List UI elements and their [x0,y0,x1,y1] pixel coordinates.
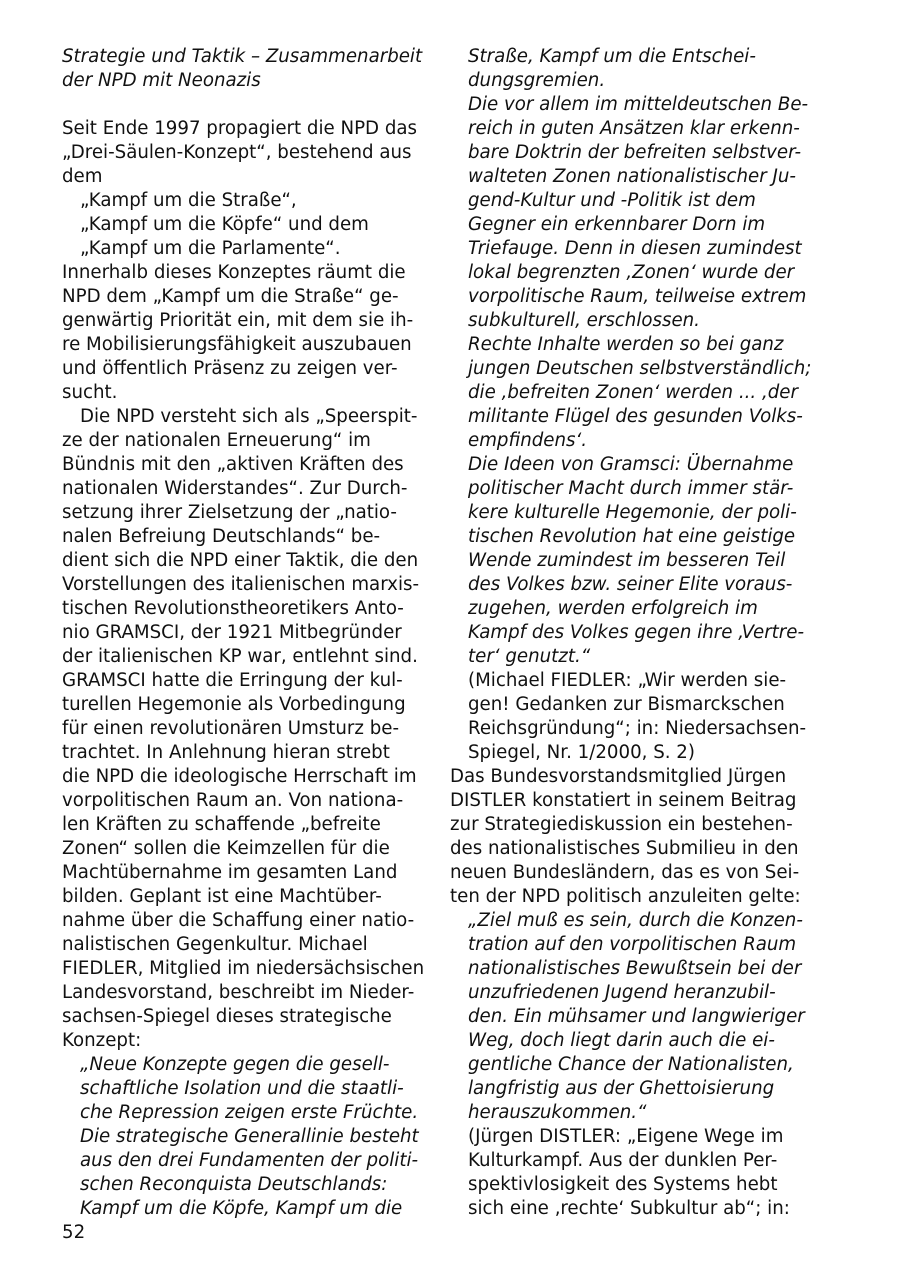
text-line: tration auf den vorpolitischen Raum [468,934,797,955]
text-line: Spiegel, Nr. 1/2000, S. 2) [468,742,695,763]
text-line: tischen Revolutionstheoretikers Anto- [62,598,404,619]
text-line: Straße, Kampf um die Entschei- [468,46,756,67]
text-line: des nationalistisches Submilieu in den [450,838,799,859]
text-line: die NPD die ideologische Herrschaft im [62,766,417,787]
text-line: Landesvorstand, beschreibt im Nieder- [62,982,415,1003]
text-line: trachtet. In Anlehnung hieran strebt [62,742,390,763]
text-line: militante Flügel des gesunden Volks- [468,406,803,427]
text-line: GRAMSCI hatte die Erringung der kul- [62,670,403,691]
text-line: nio GRAMSCI, der 1921 Mitbegründer [62,622,402,643]
text-line: „Kampf um die Parlamente“. [80,238,341,259]
text-line: zugehen, werden erfolgreich im [468,598,758,619]
text-line: nationalistisches Bewußtsein bei der [468,958,802,979]
text-line: Kampf des Volkes gegen ihre ‚Vertre- [468,622,805,643]
text-line: und öffentlich Präsenz zu zeigen ver- [62,358,398,379]
text-line: gend-Kultur und -Politik ist dem [468,190,756,211]
text-line: „Kampf um die Straße“, [80,190,297,211]
text-line: Konzept: [62,1030,142,1051]
text-line: Zonen“ sollen die Keimzellen für die [62,838,390,859]
text-line: gentliche Chance der Nationalisten, [468,1054,794,1075]
text-line: den. Ein mühsamer und langwieriger [468,1006,805,1027]
text-line: die ‚befreiten Zonen‘ werden ... ‚der [468,382,798,403]
text-line: Seit Ende 1997 propagiert die NPD das [62,118,418,139]
text-line: des Volkes bzw. seiner Elite voraus- [468,574,793,595]
text-line: subkulturell, erschlossen. [468,310,700,331]
text-line: spektivlosigkeit des Systems hebt [468,1174,778,1195]
text-line: langfristig aus der Ghettoisierung [468,1078,775,1099]
text-line: nahme über die Schaffung einer natio- [62,910,415,931]
text-line: genwärtig Priorität ein, mit dem sie ih- [62,310,414,331]
text-line: che Repression zeigen erste Früchte. [80,1102,419,1123]
text-line: Weg, doch liegt darin auch die ei- [468,1030,775,1051]
text-line: ten der NPD politisch anzuleiten gelte: [450,886,801,907]
text-line: für einen revolutionären Umsturz be- [62,718,400,739]
text-line: Bündnis mit den „aktiven Kräften des [62,454,404,475]
text-line: Die NPD versteht sich als „Speerspit- [80,406,418,427]
text-line: turellen Hegemonie als Vorbedingung [62,694,406,715]
text-line: sich eine ‚rechte‘ Subkultur ab“; in: [468,1198,790,1219]
text-line: zur Strategiediskussion ein bestehen- [450,814,793,835]
text-line: ze der nationalen Erneuerung“ im [62,430,371,451]
text-line: Kampf um die Köpfe, Kampf um die [80,1198,403,1219]
text-line: „Drei-Säulen-Konzept“, bestehend aus [62,142,412,163]
text-line: Die vor allem im mitteldeutschen Be- [468,94,809,115]
text-line: lokal begrenzten ‚Zonen‘ wurde der [468,262,795,283]
text-line: schen Reconquista Deutschlands: [80,1174,388,1195]
text-line: dem [62,166,103,187]
text-line: „Neue Konzepte gegen die gesell- [80,1054,390,1075]
text-line: neuen Bundesländern, das es von Sei- [450,862,800,883]
text-line: jungen Deutschen selbstverständlich; [468,358,812,379]
text-line: sucht. [62,382,118,403]
text-line: vorpolitische Raum, teilweise extrem [468,286,807,307]
text-line: walteten Zonen nationalistischer Ju- [468,166,796,187]
text-line: Wende zumindest im besseren Teil [468,550,786,571]
text-line: sachsen-Spiegel dieses strategische [62,1006,392,1027]
text-line: DISTLER konstatiert in seinem Beitrag [450,790,797,811]
text-line: Reichsgründung“; in: Niedersachsen- [468,718,807,739]
text-line: reich in guten Ansätzen klar erkenn- [468,118,800,139]
text-line: dungsgremien. [468,70,606,91]
text-line: bilden. Geplant ist eine Machtüber- [62,886,382,907]
text-line: herauszukommen.“ [468,1102,647,1123]
text-line: (Michael FIEDLER: „Wir werden sie- [468,670,787,691]
text-line: unzufriedenen Jugend heranzubil- [468,982,776,1003]
text-line: len Kräften zu schaffende „befreite [62,814,381,835]
text-line: Gegner ein erkennbarer Dorn im [468,214,766,235]
text-line: der italienischen KP war, entlehnt sind. [62,646,418,667]
text-line: „Ziel muß es sein, durch die Konzen- [468,910,803,931]
text-line: empfindens‘. [468,430,588,451]
text-line: Das Bundesvorstandsmitglied Jürgen [450,766,787,787]
text-line: (Jürgen DISTLER: „Eigene Wege im [468,1126,784,1147]
text-line: bare Doktrin der befreiten selbstver- [468,142,802,163]
text-line: aus den drei Fundamenten der politi- [80,1150,419,1171]
text-line: Vorstellungen des italienischen marxis- [62,574,420,595]
text-line: NPD dem „Kampf um die Straße“ ge- [62,286,399,307]
text-line: Innerhalb dieses Konzeptes räumt die [62,262,406,283]
text-line: nalen Befreiung Deutschlands“ be- [62,526,381,547]
text-line: Rechte Inhalte werden so bei ganz [468,334,784,355]
text-line: re Mobilisierungsfähigkeit auszubauen [62,334,412,355]
page-number: 52 [62,1222,86,1243]
text-line: Triefauge. Denn in diesen zumindest [468,238,802,259]
text-line: ter‘ genutzt.“ [468,646,591,667]
text-line: der NPD mit Neonazis [62,70,261,91]
text-line: FIEDLER, Mitglied im niedersächsischen [62,958,425,979]
text-line: nationalen Widerstandes“. Zur Durch- [62,478,408,499]
text-line: politischer Macht durch immer stär- [468,478,794,499]
text-line: gen! Gedanken zur Bismarckschen [468,694,785,715]
text-line: nalistischen Gegenkultur. Michael [62,934,368,955]
text-line: dient sich die NPD einer Taktik, die den [62,550,419,571]
text-line: vorpolitischen Raum an. Von nationa- [62,790,404,811]
text-line: setzung ihrer Zielsetzung der „natio- [62,502,397,523]
text-line: kere kulturelle Hegemonie, der poli- [468,502,797,523]
text-line: tischen Revolution hat eine geistige [468,526,796,547]
text-line: Machtübernahme im gesamten Land [62,862,398,883]
text-line: Strategie und Taktik – Zusammenarbeit [62,46,423,67]
text-line: Die Ideen von Gramsci: Übernahme [468,454,794,475]
text-line: „Kampf um die Köpfe“ und dem [80,214,369,235]
text-line: Kulturkampf. Aus der dunklen Per- [468,1150,778,1171]
text-line: schaftliche Isolation und die staatli- [80,1078,404,1099]
text-line: Die strategische Generallinie besteht [80,1126,419,1147]
